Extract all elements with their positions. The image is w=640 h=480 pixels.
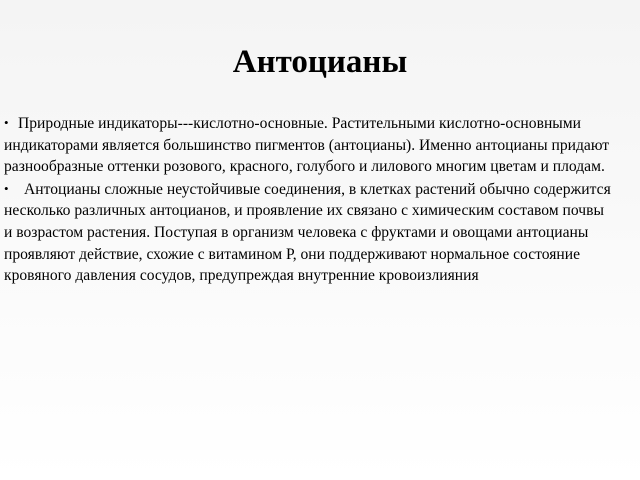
slide-body — [4, 112, 612, 287]
paragraph-text: Антоцианы сложные неустойчивые соединения, в клетках растений обычно содержится несколько различных антоцианов, и проявление их связано с химическим составом почвы и возрастом растения. Поступая в организм человека с фруктами и овощами антоцианы проявляют действие, схожие с витамином Р, они поддерживают нормальное состояние кровяного давления сосудов, предупреждая внутренние кровоизлияния — [4, 180, 611, 285]
bullet-paragraph — [4, 178, 612, 287]
paragraph-text: Природные индикаторы---кислотно-основные. Растительными кислотно-основными индикаторами является большинство пигментов (антоцианы). Именно антоцианы придают разнообразные оттенки розового, красного, голубого и лилового многим цветам и плодам. — [4, 115, 610, 176]
slide-title: Антоцианы — [232, 44, 408, 80]
bullet-icon: • — [4, 115, 9, 130]
bullet-icon: • — [4, 180, 9, 196]
bullet-paragraph — [4, 112, 612, 178]
